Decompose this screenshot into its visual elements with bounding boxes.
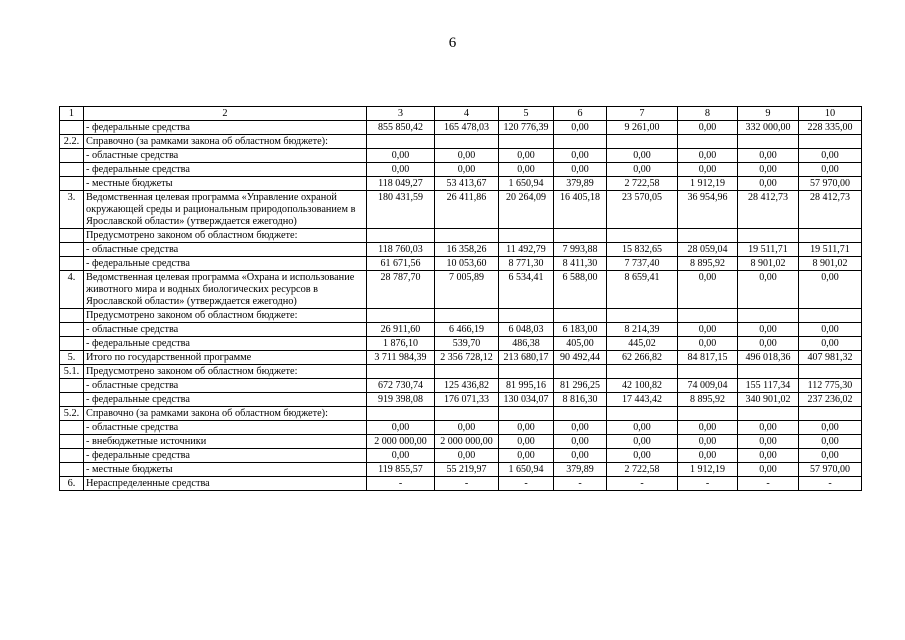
value-cell: 112 775,30: [799, 379, 862, 393]
value-cell: 0,00: [367, 149, 435, 163]
value-cell: [799, 365, 862, 379]
value-cell: [738, 365, 799, 379]
value-cell: 8 771,30: [499, 257, 554, 271]
value-cell: 496 018,36: [738, 351, 799, 365]
value-cell: 2 000 000,00: [367, 435, 435, 449]
value-cell: 28 412,73: [799, 191, 862, 229]
column-header: 8: [678, 107, 738, 121]
row-label: - федеральные средства: [84, 163, 367, 177]
table-row: [60, 243, 862, 257]
value-cell: 332 000,00: [738, 121, 799, 135]
row-label: Итого по государственной программе: [84, 351, 367, 365]
value-cell: 379,89: [554, 177, 607, 191]
value-cell: [499, 407, 554, 421]
value-cell: 180 431,59: [367, 191, 435, 229]
value-cell: 0,00: [799, 149, 862, 163]
row-number: [60, 243, 84, 257]
value-cell: 0,00: [799, 435, 862, 449]
value-cell: 176 071,33: [435, 393, 499, 407]
row-number: [60, 163, 84, 177]
value-cell: 6 183,00: [554, 323, 607, 337]
value-cell: [799, 407, 862, 421]
value-cell: 8 895,92: [678, 393, 738, 407]
value-cell: 2 722,58: [607, 463, 678, 477]
table-row: [60, 463, 862, 477]
value-cell: 0,00: [367, 163, 435, 177]
value-cell: [799, 135, 862, 149]
value-cell: 672 730,74: [367, 379, 435, 393]
value-cell: 0,00: [499, 149, 554, 163]
value-cell: 84 817,15: [678, 351, 738, 365]
value-cell: [738, 229, 799, 243]
row-label: - федеральные средства: [84, 393, 367, 407]
table-row: [60, 449, 862, 463]
value-cell: -: [678, 477, 738, 491]
table-row: [60, 149, 862, 163]
value-cell: [554, 229, 607, 243]
value-cell: 7 993,88: [554, 243, 607, 257]
table-row: [60, 121, 862, 135]
value-cell: 0,00: [678, 323, 738, 337]
value-cell: -: [799, 477, 862, 491]
value-cell: 0,00: [435, 449, 499, 463]
value-cell: 0,00: [499, 435, 554, 449]
column-header: 7: [607, 107, 678, 121]
value-cell: 6 048,03: [499, 323, 554, 337]
value-cell: 0,00: [678, 163, 738, 177]
value-cell: 57 970,00: [799, 463, 862, 477]
table-row: [60, 257, 862, 271]
value-cell: 6 588,00: [554, 271, 607, 309]
value-cell: 20 264,09: [499, 191, 554, 229]
value-cell: [554, 135, 607, 149]
value-cell: 0,00: [799, 323, 862, 337]
value-cell: 57 970,00: [799, 177, 862, 191]
value-cell: 919 398,08: [367, 393, 435, 407]
value-cell: 0,00: [678, 449, 738, 463]
row-label: Ведомственная целевая программа «Охрана и использование животного мира и водных биологических ресурсов в Ярославской области» (утверждается ежегодно): [84, 271, 367, 309]
value-cell: 28 787,70: [367, 271, 435, 309]
page-number: 6: [448, 35, 457, 51]
row-number: [60, 309, 84, 323]
row-number: 4.: [60, 271, 84, 309]
table-header-row: [60, 107, 862, 121]
value-cell: 0,00: [799, 449, 862, 463]
value-cell: 90 492,44: [554, 351, 607, 365]
value-cell: 0,00: [738, 463, 799, 477]
row-number: 2.2.: [60, 135, 84, 149]
value-cell: 2 356 728,12: [435, 351, 499, 365]
row-number: [60, 337, 84, 351]
value-cell: 130 034,07: [499, 393, 554, 407]
value-cell: 0,00: [367, 421, 435, 435]
row-label: - областные средства: [84, 243, 367, 257]
row-number: [60, 229, 84, 243]
value-cell: 19 511,71: [738, 243, 799, 257]
row-label: Нераспределенные средства: [84, 477, 367, 491]
value-cell: [678, 135, 738, 149]
value-cell: 36 954,96: [678, 191, 738, 229]
value-cell: 6 466,19: [435, 323, 499, 337]
value-cell: 486,38: [499, 337, 554, 351]
value-cell: [738, 309, 799, 323]
row-number: 6.: [60, 477, 84, 491]
value-cell: 8 901,02: [799, 257, 862, 271]
value-cell: 0,00: [738, 435, 799, 449]
value-cell: 165 478,03: [435, 121, 499, 135]
value-cell: 1 650,94: [499, 177, 554, 191]
column-header: 4: [435, 107, 499, 121]
row-number: [60, 435, 84, 449]
value-cell: 0,00: [738, 323, 799, 337]
value-cell: -: [554, 477, 607, 491]
value-cell: [607, 135, 678, 149]
value-cell: 125 436,82: [435, 379, 499, 393]
value-cell: 1 912,19: [678, 177, 738, 191]
value-cell: 81 296,25: [554, 379, 607, 393]
value-cell: -: [367, 477, 435, 491]
value-cell: 61 671,56: [367, 257, 435, 271]
value-cell: 120 776,39: [499, 121, 554, 135]
value-cell: -: [499, 477, 554, 491]
value-cell: 53 413,67: [435, 177, 499, 191]
value-cell: [499, 365, 554, 379]
value-cell: -: [738, 477, 799, 491]
value-cell: 8 411,30: [554, 257, 607, 271]
row-label: Справочно (за рамками закона об областном бюджете):: [84, 407, 367, 421]
value-cell: 8 895,92: [678, 257, 738, 271]
value-cell: 2 000 000,00: [435, 435, 499, 449]
table-row: [60, 309, 862, 323]
value-cell: 0,00: [678, 421, 738, 435]
value-cell: 119 855,57: [367, 463, 435, 477]
row-label: Предусмотрено законом об областном бюджете:: [84, 365, 367, 379]
row-label: Справочно (за рамками закона об областном бюджете):: [84, 135, 367, 149]
table-row: [60, 435, 862, 449]
value-cell: 0,00: [738, 271, 799, 309]
value-cell: [499, 135, 554, 149]
column-header: 10: [799, 107, 862, 121]
table-row: [60, 163, 862, 177]
value-cell: 0,00: [607, 421, 678, 435]
value-cell: 340 901,02: [738, 393, 799, 407]
value-cell: 855 850,42: [367, 121, 435, 135]
row-label: - федеральные средства: [84, 257, 367, 271]
value-cell: [435, 407, 499, 421]
row-number: [60, 463, 84, 477]
value-cell: 28 412,73: [738, 191, 799, 229]
value-cell: 0,00: [738, 163, 799, 177]
row-label: - федеральные средства: [84, 121, 367, 135]
value-cell: [678, 309, 738, 323]
value-cell: 0,00: [554, 149, 607, 163]
value-cell: 0,00: [678, 121, 738, 135]
value-cell: 28 059,04: [678, 243, 738, 257]
value-cell: 0,00: [367, 449, 435, 463]
value-cell: 0,00: [678, 435, 738, 449]
value-cell: [607, 365, 678, 379]
table-row: [60, 407, 862, 421]
row-label: - внебюджетные источники: [84, 435, 367, 449]
value-cell: 0,00: [554, 449, 607, 463]
row-number: [60, 257, 84, 271]
value-cell: 10 053,60: [435, 257, 499, 271]
value-cell: 0,00: [738, 421, 799, 435]
value-cell: [554, 365, 607, 379]
row-number: 5.2.: [60, 407, 84, 421]
row-label: - областные средства: [84, 323, 367, 337]
row-label: Ведомственная целевая программа «Управление охраной окружающей среды и рациональным природопользованием в Ярославской области» (утверждается ежегодно): [84, 191, 367, 229]
row-number: [60, 323, 84, 337]
value-cell: 1 876,10: [367, 337, 435, 351]
row-number: [60, 421, 84, 435]
value-cell: [607, 229, 678, 243]
row-number: [60, 121, 84, 135]
value-cell: 9 261,00: [607, 121, 678, 135]
table-row: [60, 393, 862, 407]
value-cell: 0,00: [435, 149, 499, 163]
value-cell: 81 995,16: [499, 379, 554, 393]
value-cell: 0,00: [607, 435, 678, 449]
table-row: [60, 421, 862, 435]
value-cell: 8 659,41: [607, 271, 678, 309]
value-cell: [435, 309, 499, 323]
value-cell: [678, 407, 738, 421]
value-cell: 0,00: [678, 149, 738, 163]
value-cell: 1 912,19: [678, 463, 738, 477]
row-number: 3.: [60, 191, 84, 229]
value-cell: [554, 407, 607, 421]
value-cell: [435, 229, 499, 243]
row-number: [60, 177, 84, 191]
value-cell: 407 981,32: [799, 351, 862, 365]
value-cell: 16 405,18: [554, 191, 607, 229]
value-cell: 6 534,41: [499, 271, 554, 309]
value-cell: 16 358,26: [435, 243, 499, 257]
row-number: [60, 379, 84, 393]
table-row: [60, 351, 862, 365]
value-cell: 0,00: [678, 271, 738, 309]
value-cell: -: [607, 477, 678, 491]
value-cell: 23 570,05: [607, 191, 678, 229]
value-cell: 0,00: [738, 337, 799, 351]
value-cell: 0,00: [499, 163, 554, 177]
table-row: [60, 177, 862, 191]
value-cell: [499, 229, 554, 243]
value-cell: [738, 135, 799, 149]
value-cell: 0,00: [499, 449, 554, 463]
value-cell: 0,00: [738, 177, 799, 191]
table-row: [60, 477, 862, 491]
column-header: 2: [84, 107, 367, 121]
value-cell: [367, 365, 435, 379]
value-cell: 0,00: [435, 163, 499, 177]
value-cell: 26 911,60: [367, 323, 435, 337]
value-cell: 0,00: [554, 435, 607, 449]
value-cell: [799, 309, 862, 323]
budget-table: [59, 106, 862, 491]
value-cell: 0,00: [554, 163, 607, 177]
value-cell: 539,70: [435, 337, 499, 351]
row-label: - федеральные средства: [84, 449, 367, 463]
table-row: [60, 379, 862, 393]
table-row: [60, 229, 862, 243]
value-cell: [678, 365, 738, 379]
column-header: 3: [367, 107, 435, 121]
row-label: Предусмотрено законом об областном бюджете:: [84, 229, 367, 243]
value-cell: 7 737,40: [607, 257, 678, 271]
table-row: [60, 365, 862, 379]
value-cell: [367, 135, 435, 149]
value-cell: 0,00: [607, 149, 678, 163]
row-label: Предусмотрено законом об областном бюджете:: [84, 309, 367, 323]
value-cell: 8 816,30: [554, 393, 607, 407]
value-cell: 445,02: [607, 337, 678, 351]
value-cell: 11 492,79: [499, 243, 554, 257]
row-number: [60, 393, 84, 407]
value-cell: 3 711 984,39: [367, 351, 435, 365]
value-cell: 0,00: [499, 421, 554, 435]
row-number: 5.1.: [60, 365, 84, 379]
value-cell: [738, 407, 799, 421]
value-cell: 0,00: [738, 449, 799, 463]
value-cell: 155 117,34: [738, 379, 799, 393]
value-cell: [499, 309, 554, 323]
value-cell: 55 219,97: [435, 463, 499, 477]
value-cell: 7 005,89: [435, 271, 499, 309]
value-cell: 2 722,58: [607, 177, 678, 191]
row-label: - федеральные средства: [84, 337, 367, 351]
row-label: - областные средства: [84, 421, 367, 435]
value-cell: [799, 229, 862, 243]
row-label: - местные бюджеты: [84, 177, 367, 191]
value-cell: 0,00: [738, 149, 799, 163]
value-cell: 62 266,82: [607, 351, 678, 365]
value-cell: 1 650,94: [499, 463, 554, 477]
value-cell: 8 901,02: [738, 257, 799, 271]
table-row: [60, 191, 862, 229]
table-row: [60, 271, 862, 309]
value-cell: 118 049,27: [367, 177, 435, 191]
value-cell: 213 680,17: [499, 351, 554, 365]
value-cell: 26 411,86: [435, 191, 499, 229]
value-cell: [607, 407, 678, 421]
column-header: 6: [554, 107, 607, 121]
row-label: - областные средства: [84, 379, 367, 393]
value-cell: [367, 309, 435, 323]
table-row: [60, 337, 862, 351]
row-label: - областные средства: [84, 149, 367, 163]
value-cell: [435, 365, 499, 379]
value-cell: 0,00: [554, 421, 607, 435]
value-cell: 0,00: [607, 449, 678, 463]
value-cell: 15 832,65: [607, 243, 678, 257]
value-cell: [607, 309, 678, 323]
value-cell: 0,00: [554, 121, 607, 135]
value-cell: 74 009,04: [678, 379, 738, 393]
value-cell: 0,00: [799, 271, 862, 309]
row-number: 5.: [60, 351, 84, 365]
value-cell: 228 335,00: [799, 121, 862, 135]
value-cell: 237 236,02: [799, 393, 862, 407]
value-cell: 8 214,39: [607, 323, 678, 337]
table-row: [60, 135, 862, 149]
row-number: [60, 149, 84, 163]
value-cell: 0,00: [799, 337, 862, 351]
value-cell: 0,00: [799, 421, 862, 435]
row-label: - местные бюджеты: [84, 463, 367, 477]
value-cell: -: [435, 477, 499, 491]
column-header: 5: [499, 107, 554, 121]
value-cell: [367, 229, 435, 243]
column-header: 1: [60, 107, 84, 121]
row-number: [60, 449, 84, 463]
value-cell: 17 443,42: [607, 393, 678, 407]
value-cell: [678, 229, 738, 243]
value-cell: 405,00: [554, 337, 607, 351]
value-cell: [554, 309, 607, 323]
value-cell: 0,00: [435, 421, 499, 435]
value-cell: 42 100,82: [607, 379, 678, 393]
value-cell: [367, 407, 435, 421]
value-cell: 118 760,03: [367, 243, 435, 257]
value-cell: [435, 135, 499, 149]
value-cell: 0,00: [799, 163, 862, 177]
value-cell: 19 511,71: [799, 243, 862, 257]
table-row: [60, 323, 862, 337]
value-cell: 0,00: [607, 163, 678, 177]
value-cell: 0,00: [678, 337, 738, 351]
column-header: 9: [738, 107, 799, 121]
value-cell: 379,89: [554, 463, 607, 477]
